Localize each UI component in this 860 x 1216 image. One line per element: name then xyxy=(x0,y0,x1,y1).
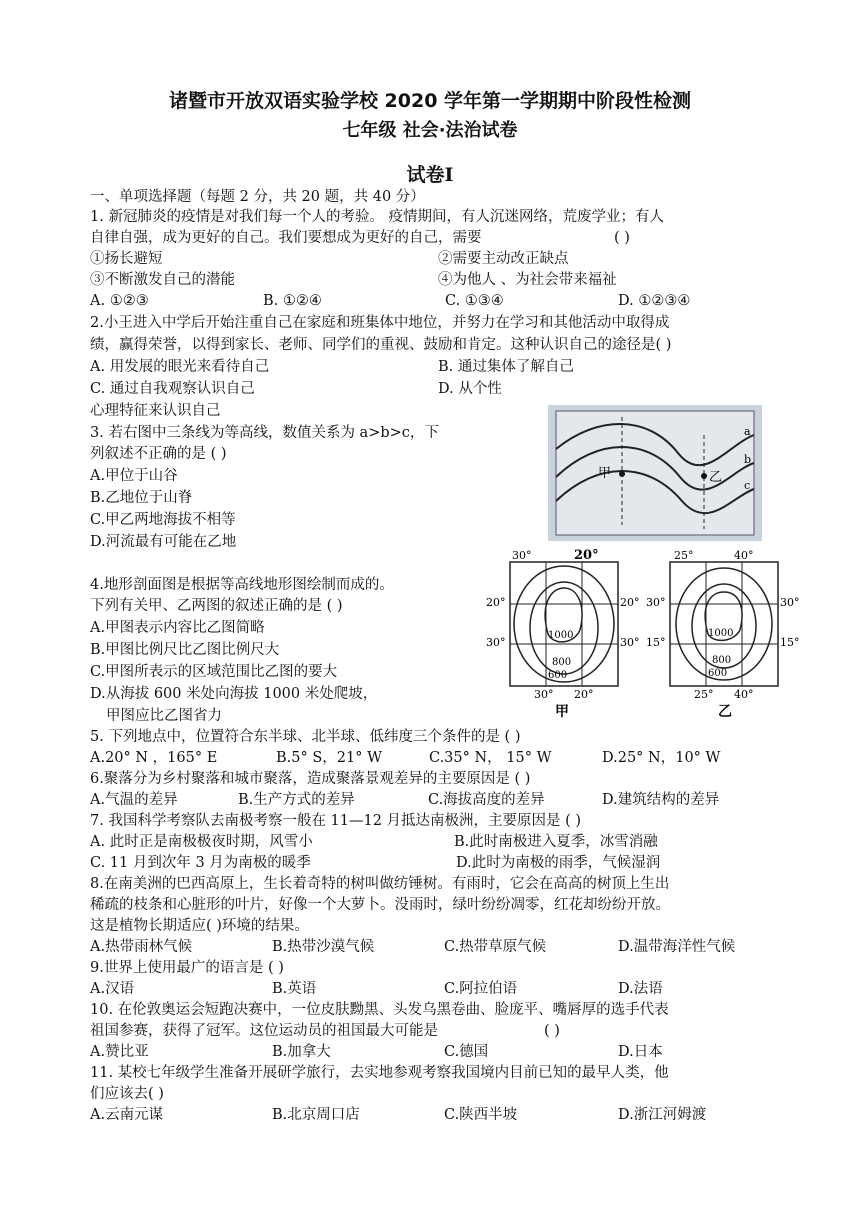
q5-stem: 5. 下列地点中，位置符合东半球、北半球、低纬度三个条件的是 ( ) xyxy=(90,729,521,745)
q9-option-b: B.英语 xyxy=(272,981,317,997)
q11-stem-line2: 们应该去( ) xyxy=(90,1086,164,1102)
label-c: c xyxy=(744,479,751,492)
exam-subject-title: 七年级 社会·法治试卷 xyxy=(342,120,518,141)
svg-text:1000: 1000 xyxy=(548,630,574,641)
q2-option-c: C. 通过自我观察认识自己 xyxy=(90,381,255,397)
q10-stem-line2: 祖国参赛，获得了冠军。这位运动员的祖国最大可能是 xyxy=(90,1023,438,1039)
svg-text:20°: 20° xyxy=(574,688,594,701)
contour-line-figure xyxy=(548,405,762,541)
q1-answer-bracket: ( ) xyxy=(614,230,630,246)
q6-option-c: C.海拔高度的差异 xyxy=(428,792,545,808)
q9-option-a: A.汉语 xyxy=(90,981,135,997)
q3-option-d: D.河流最有可能在乙地 xyxy=(90,534,237,550)
q3-stem-line1: 3. 若右图中三条线为等高线，数值关系为 a>b>c，下 xyxy=(90,425,439,441)
svg-text:20°: 20° xyxy=(620,596,640,609)
q6-option-b: B.生产方式的差异 xyxy=(238,792,355,808)
q2-option-b: B. 通过集体了解自己 xyxy=(438,359,574,375)
q7-option-d: D.此时为南极的雨季，气候湿润 xyxy=(456,855,661,871)
q8-option-d: D.温带海洋性气候 xyxy=(618,939,736,955)
label-a: a xyxy=(744,425,751,438)
q4-option-d: D.从海拔 600 米处向海拔 1000 米处爬坡， xyxy=(90,686,378,702)
q11-option-d: D.浙江河姆渡 xyxy=(618,1107,707,1123)
svg-text:30°: 30° xyxy=(486,636,506,649)
q8-stem-line2: 稀疏的枝条和心脏形的叶片，好像一个大萝卜。没雨时，绿叶纷纷凋零，红花却纷纷开放。 xyxy=(90,897,670,913)
q9-option-d: D.法语 xyxy=(618,981,663,997)
q1-option-a: A. ①②③ xyxy=(90,293,149,309)
svg-text:600: 600 xyxy=(708,668,728,679)
q10-stem-line1: 10. 在伦敦奥运会短跑决赛中，一位皮肤黝黑、头发乌黑卷曲、脸庞平、嘴唇厚的选手代表 xyxy=(90,1002,669,1018)
q11-option-c: C.陕西半坡 xyxy=(444,1107,518,1123)
q3-option-a: A.甲位于山谷 xyxy=(90,468,178,484)
svg-text:30°: 30° xyxy=(646,596,666,609)
q8-option-c: C.热带草原气候 xyxy=(444,939,547,955)
q1-statement-2: ②需要主动改正缺点 xyxy=(438,251,569,267)
svg-text:1000: 1000 xyxy=(708,628,734,639)
q9-option-c: C.阿拉伯语 xyxy=(444,981,518,997)
q6-option-d: D.建筑结构的差异 xyxy=(602,792,720,808)
svg-text:40°: 40° xyxy=(734,688,754,701)
svg-text:600: 600 xyxy=(548,670,568,681)
q8-stem-line3: 这是植物长期适应( )环境的结果。 xyxy=(90,918,309,934)
q4-option-d-continued: 甲图应比乙图省力 xyxy=(106,708,222,724)
q1-option-b: B. ①②④ xyxy=(263,293,322,309)
q7-option-c: C. 11 月到次年 3 月为南极的暖季 xyxy=(90,855,311,871)
q4-stem-line2: 下列有关甲、乙两图的叙述正确的是 ( ) xyxy=(90,598,343,614)
label-yi: 乙 xyxy=(709,470,723,485)
q10-answer-bracket: ( ) xyxy=(544,1023,560,1039)
point-jia xyxy=(619,471,625,477)
q5-option-c: C.35° N， 15° W xyxy=(429,750,552,766)
q10-option-c: C.德国 xyxy=(444,1044,489,1060)
q3-option-c: C.甲乙两地海拔不相等 xyxy=(90,512,236,528)
q2-stem-line1: 2.小王进入中学后开始注重自己在家庭和班集体中地位，并努力在学习和其他活动中取得成 xyxy=(90,315,670,331)
svg-text:15°: 15° xyxy=(780,636,800,649)
q6-option-a: A.气温的差异 xyxy=(90,792,178,808)
svg-text:20°: 20° xyxy=(486,596,506,609)
svg-text:800: 800 xyxy=(712,655,732,666)
q1-stem-line1: 1. 新冠肺炎的疫情是对我们每一个人的考验。 疫情期间，有人沉迷网络，荒废学业；有人 xyxy=(90,209,665,225)
q1-statement-3: ③不断激发自己的潜能 xyxy=(90,272,235,288)
svg-text:乙: 乙 xyxy=(718,704,732,720)
svg-text:25°: 25° xyxy=(694,688,714,701)
map-yi xyxy=(646,549,800,720)
svg-text:甲: 甲 xyxy=(555,704,569,720)
q4-option-c: C.甲图所表示的区域范围比乙图的要大 xyxy=(90,664,338,680)
q4-option-a: A.甲图表示内容比乙图简略 xyxy=(90,620,265,636)
q3-option-b: B.乙地位于山脊 xyxy=(90,490,193,506)
q1-option-c: C. ①③④ xyxy=(445,293,504,309)
q4-stem-line1: 4.地形剖面图是根据等高线地形图绘制而成的。 xyxy=(90,577,394,593)
q3-stem-line2: 列叙述不正确的是 ( ) xyxy=(90,446,227,462)
label-jia: 甲 xyxy=(598,466,612,481)
q1-statement-1: ①扬长避短 xyxy=(90,251,163,267)
label-b: b xyxy=(744,453,752,466)
q2-option-a: A. 用发展的眼光来看待自己 xyxy=(90,359,270,375)
q7-stem: 7. 我国科学考察队去南极考察一般在 11—12 月抵达南极洲，主要原因是 ( ) xyxy=(90,813,582,829)
exam-school-title: 诸暨市开放双语实验学校 2020 学年第一学期期中阶段性检测 xyxy=(168,90,692,112)
q9-stem: 9.世界上使用最广的语言是 ( ) xyxy=(90,960,284,976)
svg-text:30°: 30° xyxy=(512,549,532,562)
svg-text:30°: 30° xyxy=(534,688,554,701)
q11-stem-line1: 11. 某校七年级学生准备开展研学旅行，去实地参观考察我国境内目前已知的最早人类，他 xyxy=(90,1065,669,1081)
paper-label: 试卷I xyxy=(406,164,454,186)
q8-stem-line1: 8.在南美洲的巴西高原上，生长着奇特的树叫做纺锤树。有雨时，它会在高高的树顶上生出 xyxy=(90,876,670,892)
q7-option-a: A. 此时正是南极极夜时期，风雪小 xyxy=(90,834,313,850)
q10-option-d: D.日本 xyxy=(618,1044,663,1060)
q8-option-b: B.热带沙漠气候 xyxy=(272,939,375,955)
svg-text:15°: 15° xyxy=(646,636,666,649)
contour-maps-figure xyxy=(482,548,812,720)
q11-option-b: B.北京周口店 xyxy=(272,1107,360,1123)
q5-option-b: B.5° S，21° W xyxy=(276,750,382,766)
q4-option-b: B.甲图比例尺比乙图比例尺大 xyxy=(90,642,280,658)
q8-option-a: A.热带雨林气候 xyxy=(90,939,193,955)
svg-text:30°: 30° xyxy=(780,596,800,609)
svg-text:30°: 30° xyxy=(620,636,640,649)
q1-statement-4: ④为他人 、为社会带来福祉 xyxy=(438,272,617,288)
q2-option-d: D. 从个性 xyxy=(438,381,502,397)
q6-stem: 6.聚落分为乡村聚落和城市聚落，造成聚落景观差异的主要原因是 ( ) xyxy=(90,771,531,787)
q2-stem-line2: 绩，赢得荣誉，以得到家长、老师、同学们的重视、鼓励和肯定。这种认识自己的途径是( ) xyxy=(90,337,672,353)
q2-option-d-continued: 心理特征来认识自己 xyxy=(90,403,221,419)
svg-text:40°: 40° xyxy=(734,549,754,562)
q1-stem-line2: 自律自强，成为更好的自己。我们要想成为更好的自己，需要 xyxy=(90,230,482,246)
q10-option-b: B.加拿大 xyxy=(272,1044,331,1060)
q10-option-a: A.赞比亚 xyxy=(90,1044,149,1060)
svg-text:800: 800 xyxy=(552,657,572,668)
svg-text:25°: 25° xyxy=(674,549,694,562)
section-heading: 一、单项选择题（每题 2 分，共 20 题，共 40 分） xyxy=(90,189,425,205)
map-jia xyxy=(486,548,640,720)
q11-option-a: A.云南元谋 xyxy=(90,1107,164,1123)
q1-option-d: D. ①②③④ xyxy=(618,293,691,309)
svg-text:20°: 20° xyxy=(574,548,599,563)
q5-option-d: D.25° N，10° W xyxy=(602,750,721,766)
q5-option-a: A.20° N ，165° E xyxy=(90,750,218,766)
point-yi xyxy=(701,473,707,479)
q7-option-b: B.此时南极进入夏季，冰雪消融 xyxy=(454,834,658,850)
